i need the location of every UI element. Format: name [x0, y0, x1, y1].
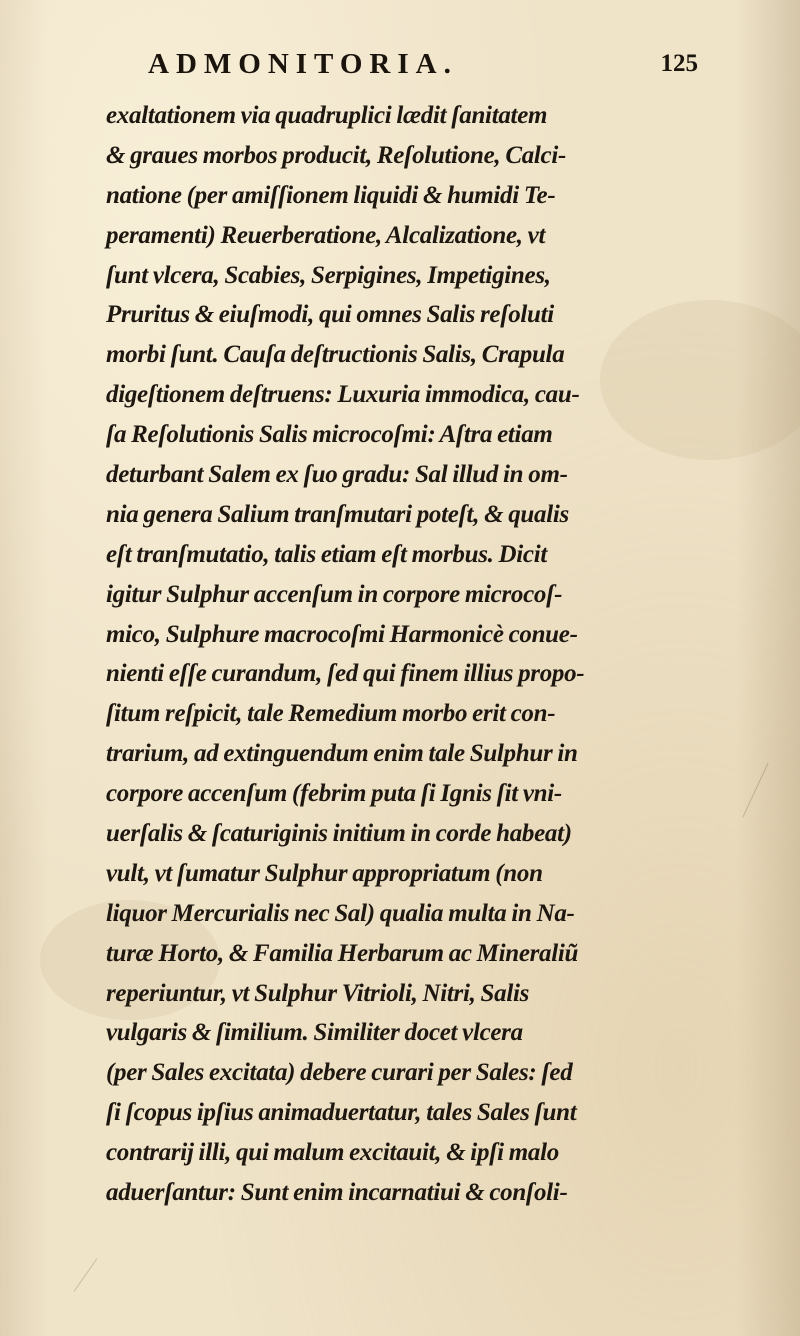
text-line: nienti eſſe curandum, ſed qui finem illius propo- — [106, 660, 585, 688]
text-line: trarium, ad extinguendum enim tale Sulphur in — [106, 740, 578, 768]
text-line: vulgaris & ſimilium. Similiter docet vlcera — [106, 1019, 523, 1047]
text-line: ſunt vlcera, Scabies, Serpigines, Impetigines, — [106, 261, 551, 289]
running-head — [148, 48, 708, 88]
text-line: & graues morbos producit, Reſolutione, Calci- — [106, 141, 567, 169]
text-line: mico, Sulphure macrocoſmi Harmonicè conue- — [106, 620, 578, 648]
text-line: nia genera Salium tranſmutari poteſt, & qualis — [106, 500, 569, 528]
text-line: vult, vt ſumatur Sulphur appropriatum (non — [106, 859, 543, 887]
page-number: 125 — [660, 50, 698, 77]
text-line: (per Sales excitata) debere curari per Sales: ſed — [106, 1059, 573, 1087]
margin-mark — [74, 1258, 98, 1291]
text-line: natione (per amiſſionem liquidi & humidi Te- — [106, 181, 556, 209]
text-line: reperiuntur, vt Sulphur Vitrioli, Nitri, Salis — [106, 979, 530, 1007]
text-line: turæ Horto, & Familia Herbarum ac Mineraliũ — [106, 939, 579, 967]
margin-mark — [742, 763, 768, 818]
running-head-title: ADMONITORIA. — [148, 48, 458, 80]
text-line: corpore accenſum (febrim puta ſi Ignis ſit vni- — [106, 780, 562, 808]
text-line: peramenti) Reuerberatione, Alcalizatione, vt — [106, 221, 546, 249]
text-line: igitur Sulphur accenſum in corpore microcoſ- — [106, 580, 563, 608]
text-line: Pruritus & eiuſmodi, qui omnes Salis reſoluti — [106, 301, 554, 329]
text-line: exaltationem via quadruplici lædit ſanitatem — [106, 102, 548, 129]
text-line: ſitum reſpicit, tale Remedium morbo erit con- — [106, 700, 556, 728]
text-line: aduerſantur: Sunt enim incarnatiui & conſoli- — [106, 1179, 568, 1207]
text-line: ſi ſcopus ipſius animaduertatur, tales Sales ſunt — [106, 1099, 577, 1127]
text-line: morbi ſunt. Cauſa deſtructionis Salis, Crapula — [106, 341, 565, 369]
text-line: liquor Mercurialis nec Sal) qualia multa in Na- — [106, 899, 575, 927]
text-line: deturbant Salem ex ſuo gradu: Sal illud in om- — [106, 461, 568, 489]
text-line: digeſtionem deſtruens: Luxuria immodica, cau- — [106, 381, 580, 409]
body-text — [106, 96, 706, 1213]
text-line: uerſalis & ſcaturiginis initium in corde habeat) — [106, 820, 572, 848]
text-line: contrarij illi, qui malum excitauit, & ipſi malo — [106, 1139, 559, 1167]
text-line: eſt tranſmutatio, talis etiam eſt morbus. Dicit — [106, 540, 548, 568]
text-line: ſa Reſolutionis Salis microcoſmi: Aſtra etiam — [106, 421, 553, 449]
